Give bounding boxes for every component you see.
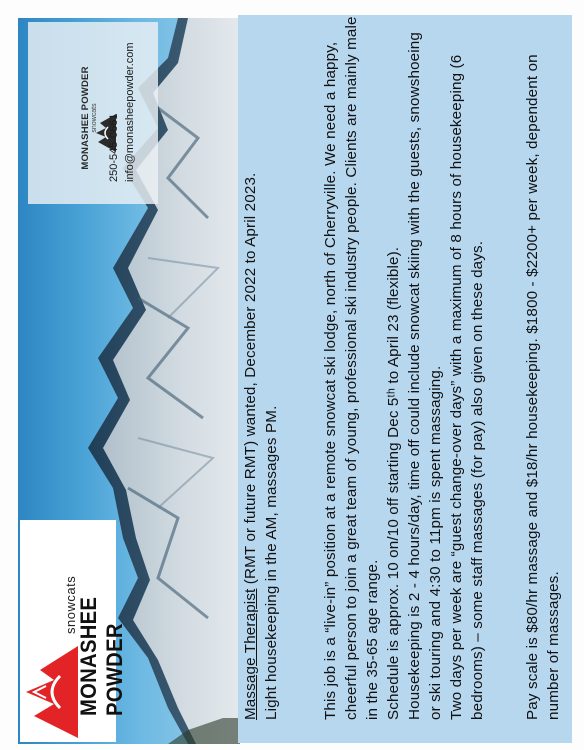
phone-number: 250-545-0661 (108, 113, 120, 182)
badge-sub: snowcats (63, 575, 78, 634)
job-title-rest: (RMT or future RMT) wanted, December 2022 to April 2023. (242, 172, 259, 589)
email-address: info@monasheepowder.com (124, 42, 136, 182)
monashee-mountain-logo-icon (22, 646, 82, 738)
ad-paragraph-3: Housekeeping is 2 - 4 hours/day, time off could include snowcat skiing with the guests, snowshoeing or ski touring and 4:30 to 11pm is spent massaging. (406, 32, 444, 720)
ad-paragraph-2: Schedule is approx. 10 on/10 off starting Dec 5ᵗʰ to April 23 (flexible). (385, 246, 402, 720)
card-brand: MONASHEE POWDER (80, 66, 91, 170)
job-title: Massage Therapist (242, 588, 259, 720)
pay-scale: Pay scale is $80/hr massage and $18/hr housekeeping. $1800 - $2200+ per week, dependent on number of massages. (524, 54, 562, 720)
ad-heading (240, 15, 261, 720)
contact-card (28, 22, 158, 204)
ad-subheading: Light housekeeping in the AM, massages PM. (263, 405, 280, 720)
ad-paragraph-4: Two days per week are “guest change-over days” with a maximum of 8 hours of housekeeping (6 bedrooms) – some staff massages (for pay) also given on these days. (448, 54, 486, 720)
ad-text (240, 15, 570, 720)
ad-paragraph-1: This job is a “live-in” position at a remote snowcat ski lodge, north of Cherryville. We need a happy, cheerful person to join a great team of young, professional ski industry people. Clients are mainly male in the 35-65 age range. (322, 16, 381, 720)
card-sub: snowcats (91, 103, 98, 133)
badge-brand: MONASHEE POWDER (76, 596, 127, 716)
brand-badge (20, 520, 127, 742)
